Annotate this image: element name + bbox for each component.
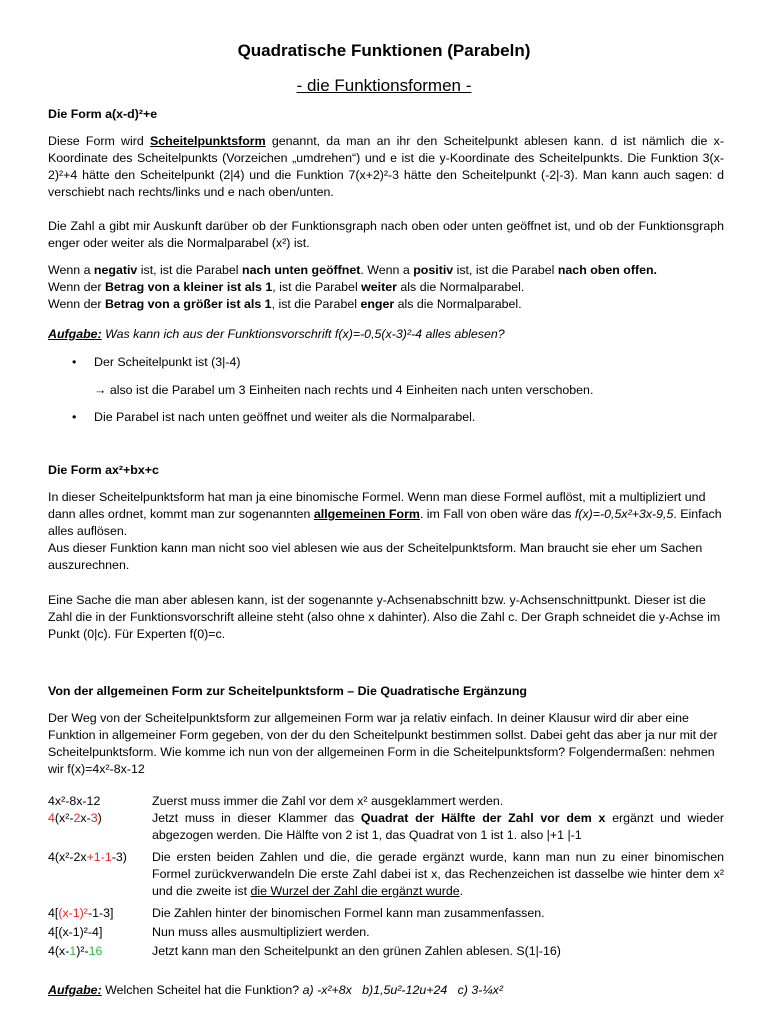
text: Wenn a [48,263,94,277]
text-bold: weiter [361,280,397,294]
section-heading-general-form: Die Form ax²+bx+c [48,463,159,477]
text: , ist die Parabel [271,297,361,311]
task-text: Welchen Scheitel hat die Funktion? [101,983,303,997]
text: Wenn der [48,280,105,294]
text-bold: negativ [93,263,138,277]
text: . Wenn a [360,263,414,277]
bullet-item-opening: Die Parabel ist nach unten geöffnet und weiter als die Normalparabel. [94,410,476,424]
text: Die ersten beiden Zahlen und die, die gerade ergänzt wurde, kann man nun zu einer binomischen Formel zurückverwandeln Die erste Zahl dabei ist x, das Rechenzeichen ist dasselbe wie hinter dem x² und die zweite ist [152,850,724,898]
text-bold: Betrag von a größer ist als 1 [104,297,272,311]
text: . im Fall von oben wäre das [419,507,575,521]
step-1-text: Zuerst muss immer die Zahl vor dem x² ausgeklammert werden. [152,794,504,808]
arrow-line: → also ist die Parabel um 3 Einheiten nach rechts und 4 Einheiten nach unten verschoben. [94,383,594,397]
task-label: Aufgabe: [48,983,102,997]
step-4-equation [48,905,113,922]
eq-part: 4[ [48,906,59,920]
step-1-equation: 4x²-8x-12 [48,794,101,808]
text: Wenn der [48,297,105,311]
step-6-text: Jetzt kann man den Scheitelpunkt an den grünen Zahlen ablesen. S(1|-16) [152,944,561,958]
paragraph-completing-square-intro: Der Weg von der Scheitelpunktsform zur allgemeinen Form war ja relativ einfach. In deiner Klausur wird dir aber eine Funktion in allgemeiner Form gegeben, von der du den Scheitelpunkt bestimmen sollst. Dabei geht das aber ja nur mit der Scheitelpunktsform. Wie komme ich nun von der allgemeinen Form in die Scheitelpunktsform? Folgendermaßen: nehmen wir f(x)=4x²-8x-12 [48,711,718,776]
step-6-equation [48,943,102,960]
paragraph-opening-rules [48,262,724,313]
text: Jetzt muss in dieser Klammer das [152,811,361,825]
task-label: Aufgabe: [48,327,102,341]
eq-part: -3) [111,850,127,864]
task-text: Was kann ich aus der Funktionsvorschrift f(x)=-0,5(x-3)²-4 alles ablesen? [101,327,505,341]
text: Aus dieser Funktion kann man nicht soo viel ablesen wie aus der Scheitelpunktsform. Man braucht sie eher um Sachen auszurechnen. [48,541,703,572]
page-title: Quadratische Funktionen (Parabeln) [237,41,531,60]
text: ist, ist die Parabel [453,263,558,277]
task-1 [48,326,724,343]
text-bold: nach oben offen. [557,263,657,277]
step-3-text [152,849,724,900]
eq-part: x- [80,811,91,825]
text-bold: nach unten geöffnet [242,263,361,277]
step-5-text: Nun muss alles ausmultipliziert werden. [152,925,370,939]
text: genannt, da man an ihr den Scheitelpunkt ablesen kann. d ist nämlich die x-Koordinate des Scheitelpunkts (Vorzeichen „umdrehen“) und e ist die y-Koordinate des Scheitelpunkts. Die Funktion 3(x-2)²+4 hätte den Scheitelpunkt (2|4) und die Funktion 7(x+2)²-3 hätte den Scheitelpunkt (-2|-3). Man kann auch sagen: d verschiebt nach rechts/links und e nach oben/unten. [48,134,724,199]
task-items: a) -x²+8x b)1,5u²-12u+24 c) 3-¼x² [302,983,504,997]
bullet-icon: • [72,355,77,369]
bullet-item-vertex: Der Scheitelpunkt ist (3|-4) [94,355,241,369]
section-heading-vertex-form: Die Form a(x-d)²+e [48,107,158,121]
term-allgemeine-form: allgemeinen Form [313,507,420,521]
paragraph-vertex-form-intro [48,133,724,201]
bullet-icon: • [72,410,77,424]
text-bold: enger [360,297,395,311]
eq-part: +1-1 [86,850,112,864]
text: In dieser Scheitelpunktsform hat man ja eine binomische Formel. Wenn man diese Formel auflöst, mit a multipliziert und dann alles ordnet, kommt man zur sogenannten [48,490,706,521]
paragraph-parameter-a: Die Zahl a gibt mir Auskunft darüber ob der Funktionsgraph nach oben oder unten geöffnet ist, und ob der Funktionsgraph enger oder weiter als die Normalparabel (x²) ist. [48,219,724,250]
paragraph-general-form [48,489,724,574]
text: ergänzt und wieder abgezogen werden. Die Hälfte von 2 ist 1, das Quadrat von 1 ist 1. also |+1 |-1 [152,811,724,842]
text-bold: Betrag von a kleiner ist als 1 [104,280,273,294]
eq-part: 4(x- [48,944,70,958]
text-bold: Quadrat der Hälfte der Zahl vor dem x [360,811,606,825]
eq-part: 3 [90,811,98,825]
text: . Einfach alles auflösen. [48,507,722,538]
text-underlined: die Wurzel der Zahl die ergänzt wurde [250,884,460,898]
step-2-equation [48,810,102,827]
eq-part: 4 [48,811,55,825]
eq-part: (x-1)² [58,906,88,920]
text: als die Normalparabel. [394,297,522,311]
step-5-equation: 4[(x-1)²-4] [48,925,103,939]
rule-line-3 [48,296,724,313]
section-heading-completing-square: Von der allgemeinen Form zur Scheitelpunktsform – Die Quadratische Ergänzung [48,684,527,698]
eq-part: -1-3] [87,906,114,920]
eq-part: (x²- [54,811,74,825]
eq-part: 2 [73,811,81,825]
text-bold: positiv [413,263,454,277]
rule-line-1 [48,262,724,279]
eq-part: 4(x²-2x [48,850,87,864]
text: ist, ist die Parabel [137,263,242,277]
page-subtitle: - die Funktionsformen - [296,76,472,95]
eq-part: ) [97,811,102,825]
step-2-text [152,810,724,844]
text: , ist die Parabel [272,280,362,294]
text: als die Normalparabel. [396,280,525,294]
step-4-text: Die Zahlen hinter der binomischen Formel kann man zusammenfassen. [152,906,545,920]
task-2 [48,982,724,999]
eq-part: )²- [76,944,89,958]
step-3-equation [48,849,127,866]
function-expression: f(x)=-0,5x²+3x-9,5 [574,507,674,521]
eq-part: 1 [69,944,77,958]
paragraph-y-intercept: Eine Sache die man aber ablesen kann, ist der sogenannte y-Achsenabschnitt bzw. y-Achsenschnittpunkt. Dieser ist die Zahl die in der Funktionsvorschrift alleine steht (also ohne x dahinter). Also die Zahl c. Der Graph schneidet die y-Achse im Punkt (0|c). Für Experten f(0)=c. [48,593,721,641]
text: Diese Form wird [48,134,150,148]
eq-part: 16 [88,944,103,958]
text: . [459,884,464,898]
term-scheitelpunktsform: Scheitelpunktsform [149,134,266,148]
rule-line-2 [48,279,724,296]
